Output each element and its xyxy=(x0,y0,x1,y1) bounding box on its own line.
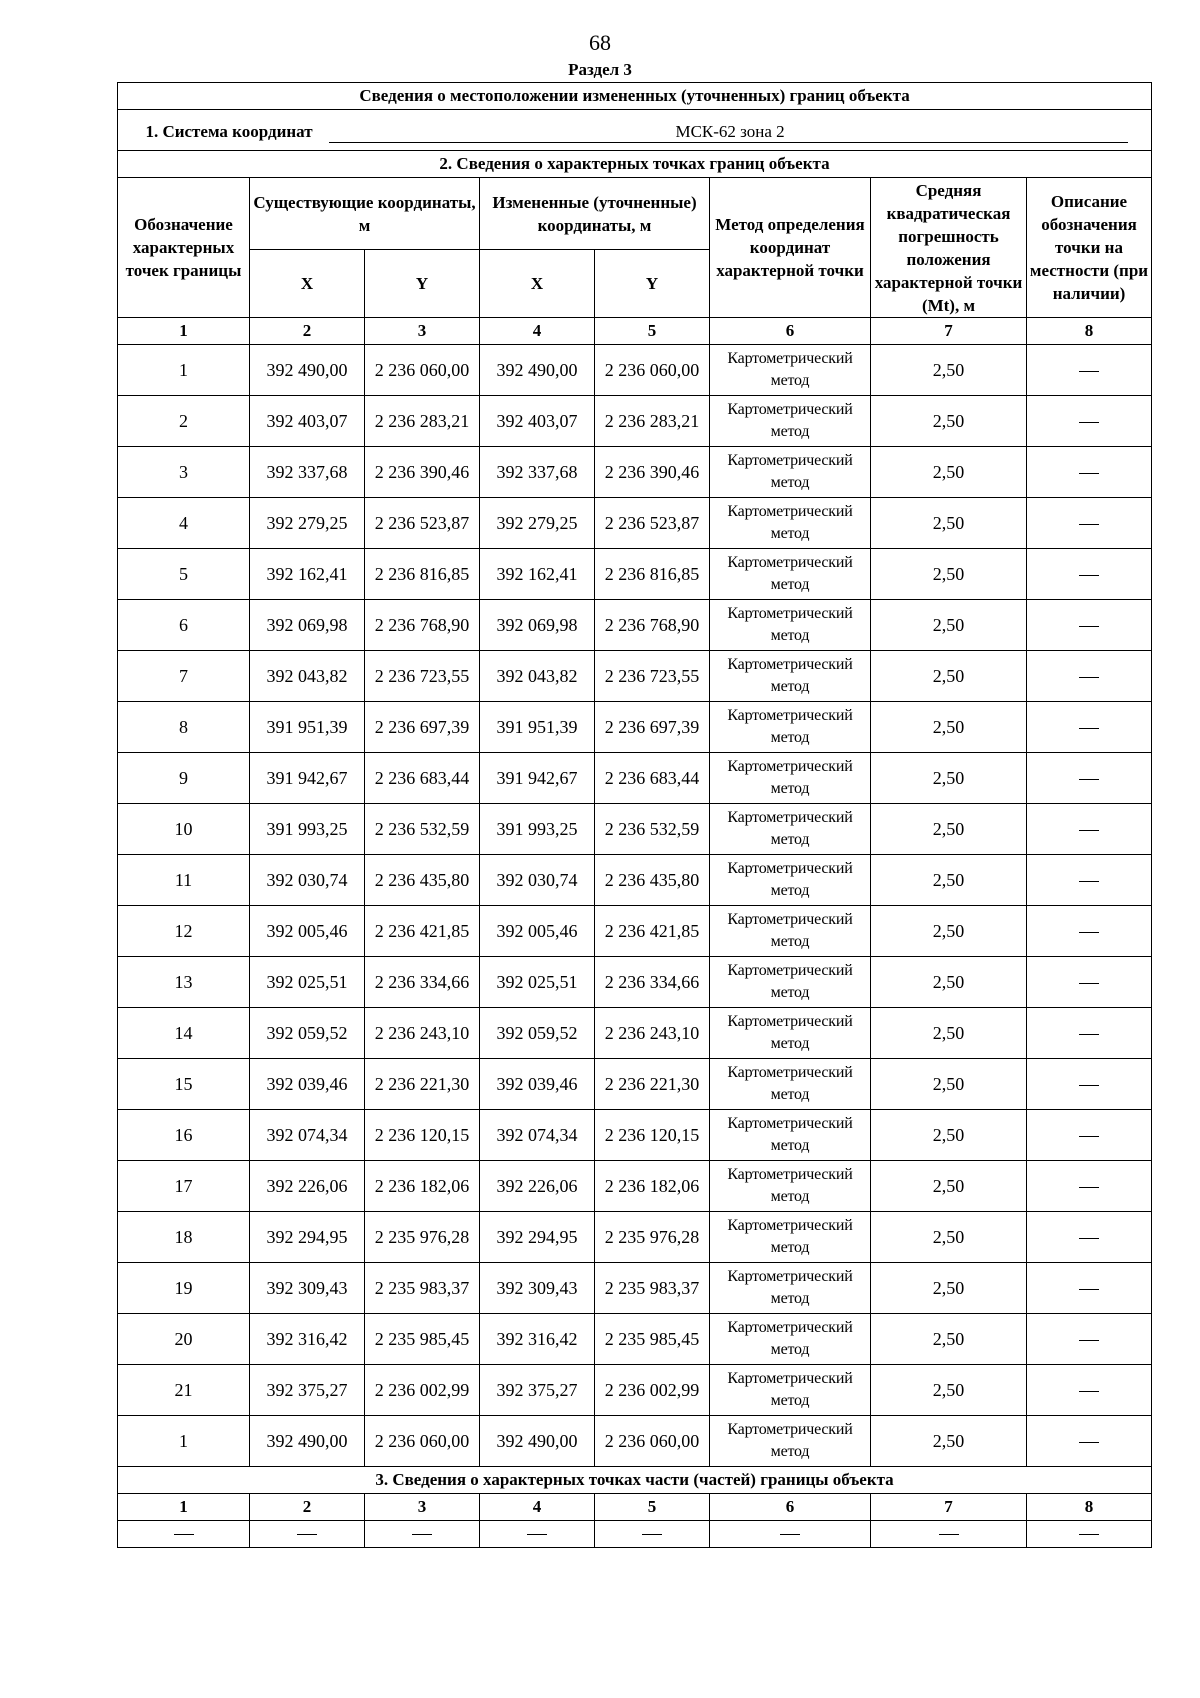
point-description xyxy=(1027,549,1152,600)
existing-y: 2 236 334,66 xyxy=(365,957,480,1008)
changed-x: 391 993,25 xyxy=(480,804,595,855)
existing-x: 391 993,25 xyxy=(250,804,365,855)
point-number: 12 xyxy=(118,906,250,957)
table-row xyxy=(118,1416,1152,1467)
point-number: 4 xyxy=(118,498,250,549)
dash-mark xyxy=(174,1534,194,1535)
dash-mark xyxy=(1079,779,1099,780)
changed-y: 2 236 334,66 xyxy=(595,957,710,1008)
points-section-title: 2. Сведения о характерных точках границ объекта xyxy=(118,151,1152,178)
existing-x: 392 005,46 xyxy=(250,906,365,957)
point-number: 6 xyxy=(118,600,250,651)
table-row xyxy=(118,498,1152,549)
dash-mark xyxy=(527,1534,547,1535)
dash-mark xyxy=(1079,1340,1099,1341)
mean-error: 2,50 xyxy=(871,345,1027,396)
mean-error: 2,50 xyxy=(871,549,1027,600)
changed-y: 2 235 985,45 xyxy=(595,1314,710,1365)
header-changed-coordinates: Измененные (уточненные) координаты, м xyxy=(480,178,710,250)
point-description xyxy=(1027,753,1152,804)
existing-y: 2 236 002,99 xyxy=(365,1365,480,1416)
existing-x: 392 074,34 xyxy=(250,1110,365,1161)
changed-y: 2 236 390,46 xyxy=(595,447,710,498)
mean-error: 2,50 xyxy=(871,447,1027,498)
point-number: 16 xyxy=(118,1110,250,1161)
changed-x: 392 294,95 xyxy=(480,1212,595,1263)
table-row xyxy=(118,600,1152,651)
existing-x: 392 162,41 xyxy=(250,549,365,600)
existing-y: 2 236 683,44 xyxy=(365,753,480,804)
point-number: 9 xyxy=(118,753,250,804)
dash-mark xyxy=(1079,881,1099,882)
parts-empty-cell xyxy=(871,1521,1027,1548)
point-number: 14 xyxy=(118,1008,250,1059)
header-existing-x: X xyxy=(250,250,365,318)
mean-error: 2,50 xyxy=(871,651,1027,702)
page-number: 68 xyxy=(589,30,611,55)
table-row xyxy=(118,1263,1152,1314)
table-row xyxy=(118,549,1152,600)
dash-mark xyxy=(1079,1238,1099,1239)
column-numbers-row xyxy=(118,318,1152,345)
dash-mark xyxy=(642,1534,662,1535)
parts-empty-cell xyxy=(710,1521,871,1548)
table-title: Сведения о местоположении измененных (уточненных) границ объекта xyxy=(118,83,1152,110)
existing-y: 2 236 120,15 xyxy=(365,1110,480,1161)
header-changed-x: X xyxy=(480,250,595,318)
point-description xyxy=(1027,396,1152,447)
point-number: 2 xyxy=(118,396,250,447)
parts-empty-row xyxy=(118,1521,1152,1548)
method: Картометрический метод xyxy=(710,855,871,906)
point-description xyxy=(1027,702,1152,753)
existing-x: 391 951,39 xyxy=(250,702,365,753)
point-description xyxy=(1027,1110,1152,1161)
mean-error: 2,50 xyxy=(871,957,1027,1008)
point-number: 19 xyxy=(118,1263,250,1314)
column-number: 1 xyxy=(118,318,250,345)
column-number: 2 xyxy=(250,318,365,345)
parts-column-numbers-row xyxy=(118,1494,1152,1521)
point-number: 7 xyxy=(118,651,250,702)
method: Картометрический метод xyxy=(710,1008,871,1059)
point-description xyxy=(1027,345,1152,396)
existing-y: 2 236 283,21 xyxy=(365,396,480,447)
method: Картометрический метод xyxy=(710,1365,871,1416)
point-number: 11 xyxy=(118,855,250,906)
existing-x: 392 490,00 xyxy=(250,1416,365,1467)
existing-y: 2 235 985,45 xyxy=(365,1314,480,1365)
dash-mark xyxy=(1079,626,1099,627)
dash-mark xyxy=(939,1534,959,1535)
changed-y: 2 236 768,90 xyxy=(595,600,710,651)
changed-y: 2 236 060,00 xyxy=(595,1416,710,1467)
existing-y: 2 236 060,00 xyxy=(365,345,480,396)
dash-mark xyxy=(1079,932,1099,933)
mean-error: 2,50 xyxy=(871,702,1027,753)
point-number: 5 xyxy=(118,549,250,600)
method: Картометрический метод xyxy=(710,906,871,957)
dash-mark xyxy=(1079,473,1099,474)
existing-y: 2 235 983,37 xyxy=(365,1263,480,1314)
existing-x: 391 942,67 xyxy=(250,753,365,804)
changed-x: 391 942,67 xyxy=(480,753,595,804)
changed-y: 2 236 002,99 xyxy=(595,1365,710,1416)
table-row xyxy=(118,1365,1152,1416)
existing-y: 2 236 182,06 xyxy=(365,1161,480,1212)
point-description xyxy=(1027,1314,1152,1365)
parts-column-number: 6 xyxy=(710,1494,871,1521)
coordinate-system-cell xyxy=(118,110,1152,151)
table-row xyxy=(118,396,1152,447)
changed-y: 2 236 683,44 xyxy=(595,753,710,804)
dash-mark xyxy=(297,1534,317,1535)
existing-x: 392 226,06 xyxy=(250,1161,365,1212)
coordinate-system-value: МСК-62 зона 2 xyxy=(329,122,1128,143)
existing-y: 2 236 723,55 xyxy=(365,651,480,702)
method: Картометрический метод xyxy=(710,1263,871,1314)
existing-x: 392 375,27 xyxy=(250,1365,365,1416)
method: Картометрический метод xyxy=(710,957,871,1008)
changed-x: 392 074,34 xyxy=(480,1110,595,1161)
existing-x: 392 043,82 xyxy=(250,651,365,702)
mean-error: 2,50 xyxy=(871,1161,1027,1212)
method: Картометрический метод xyxy=(710,651,871,702)
parts-empty-cell xyxy=(595,1521,710,1548)
parts-empty-cell xyxy=(480,1521,595,1548)
point-number: 8 xyxy=(118,702,250,753)
header-existing-coordinates: Существующие координаты, м xyxy=(250,178,480,250)
table-row xyxy=(118,753,1152,804)
changed-x: 392 025,51 xyxy=(480,957,595,1008)
changed-x: 392 226,06 xyxy=(480,1161,595,1212)
method: Картометрический метод xyxy=(710,1212,871,1263)
method: Картометрический метод xyxy=(710,1416,871,1467)
method: Картометрический метод xyxy=(710,1161,871,1212)
point-description xyxy=(1027,906,1152,957)
mean-error: 2,50 xyxy=(871,600,1027,651)
changed-y: 2 236 723,55 xyxy=(595,651,710,702)
dash-mark xyxy=(1079,371,1099,372)
changed-x: 392 403,07 xyxy=(480,396,595,447)
point-description xyxy=(1027,1416,1152,1467)
dash-mark xyxy=(1079,524,1099,525)
existing-y: 2 236 697,39 xyxy=(365,702,480,753)
mean-error: 2,50 xyxy=(871,1059,1027,1110)
existing-x: 392 069,98 xyxy=(250,600,365,651)
parts-column-number: 5 xyxy=(595,1494,710,1521)
parts-empty-cell xyxy=(365,1521,480,1548)
table-row xyxy=(118,804,1152,855)
point-number: 1 xyxy=(118,345,250,396)
method: Картометрический метод xyxy=(710,1314,871,1365)
header-error: Средняя квадратическая погрешность положения характерной точки (Mt), м xyxy=(871,178,1027,318)
column-number: 3 xyxy=(365,318,480,345)
point-description xyxy=(1027,1263,1152,1314)
changed-y: 2 236 221,30 xyxy=(595,1059,710,1110)
point-number: 13 xyxy=(118,957,250,1008)
point-number: 20 xyxy=(118,1314,250,1365)
dash-mark xyxy=(1079,1391,1099,1392)
dash-mark xyxy=(1079,1034,1099,1035)
mean-error: 2,50 xyxy=(871,804,1027,855)
dash-mark xyxy=(1079,677,1099,678)
mean-error: 2,50 xyxy=(871,1314,1027,1365)
mean-error: 2,50 xyxy=(871,1110,1027,1161)
changed-y: 2 236 060,00 xyxy=(595,345,710,396)
header-description: Описание обозначения точки на местности (при наличии) xyxy=(1027,178,1152,318)
table-row xyxy=(118,651,1152,702)
changed-y: 2 235 976,28 xyxy=(595,1212,710,1263)
mean-error: 2,50 xyxy=(871,906,1027,957)
point-number: 21 xyxy=(118,1365,250,1416)
mean-error: 2,50 xyxy=(871,855,1027,906)
changed-y: 2 236 182,06 xyxy=(595,1161,710,1212)
parts-column-number: 7 xyxy=(871,1494,1027,1521)
method: Картометрический метод xyxy=(710,498,871,549)
mean-error: 2,50 xyxy=(871,753,1027,804)
table-row xyxy=(118,1110,1152,1161)
method: Картометрический метод xyxy=(710,1110,871,1161)
point-description xyxy=(1027,1059,1152,1110)
dash-mark xyxy=(412,1534,432,1535)
table-row xyxy=(118,1059,1152,1110)
dash-mark xyxy=(1079,1136,1099,1137)
coordinate-system-label: 1. Система координат xyxy=(145,122,313,141)
point-number: 18 xyxy=(118,1212,250,1263)
changed-x: 392 039,46 xyxy=(480,1059,595,1110)
method: Картометрический метод xyxy=(710,753,871,804)
point-description xyxy=(1027,804,1152,855)
existing-y: 2 236 421,85 xyxy=(365,906,480,957)
dash-mark xyxy=(1079,830,1099,831)
table-row xyxy=(118,957,1152,1008)
existing-x: 392 309,43 xyxy=(250,1263,365,1314)
point-description xyxy=(1027,1212,1152,1263)
changed-y: 2 236 283,21 xyxy=(595,396,710,447)
parts-section-title: 3. Сведения о характерных точках части (частей) границы объекта xyxy=(118,1467,1152,1494)
parts-empty-cell xyxy=(1027,1521,1152,1548)
method: Картометрический метод xyxy=(710,447,871,498)
existing-x: 392 403,07 xyxy=(250,396,365,447)
table-row xyxy=(118,906,1152,957)
dash-mark xyxy=(1079,1442,1099,1443)
dash-mark xyxy=(1079,728,1099,729)
column-number: 7 xyxy=(871,318,1027,345)
dash-mark xyxy=(1079,422,1099,423)
mean-error: 2,50 xyxy=(871,1263,1027,1314)
existing-y: 2 235 976,28 xyxy=(365,1212,480,1263)
changed-x: 392 490,00 xyxy=(480,345,595,396)
existing-y: 2 236 435,80 xyxy=(365,855,480,906)
existing-y: 2 236 532,59 xyxy=(365,804,480,855)
existing-x: 392 337,68 xyxy=(250,447,365,498)
point-number: 17 xyxy=(118,1161,250,1212)
changed-y: 2 236 697,39 xyxy=(595,702,710,753)
existing-y: 2 236 060,00 xyxy=(365,1416,480,1467)
mean-error: 2,50 xyxy=(871,1416,1027,1467)
existing-y: 2 236 390,46 xyxy=(365,447,480,498)
mean-error: 2,50 xyxy=(871,1212,1027,1263)
existing-y: 2 236 243,10 xyxy=(365,1008,480,1059)
table-row xyxy=(118,447,1152,498)
point-number: 1 xyxy=(118,1416,250,1467)
changed-y: 2 236 421,85 xyxy=(595,906,710,957)
changed-y: 2 236 816,85 xyxy=(595,549,710,600)
point-description xyxy=(1027,1365,1152,1416)
header-changed-y: Y xyxy=(595,250,710,318)
changed-y: 2 235 983,37 xyxy=(595,1263,710,1314)
changed-x: 392 490,00 xyxy=(480,1416,595,1467)
existing-y: 2 236 221,30 xyxy=(365,1059,480,1110)
method: Картометрический метод xyxy=(710,396,871,447)
method: Картометрический метод xyxy=(710,549,871,600)
header-existing-y: Y xyxy=(365,250,480,318)
dash-mark xyxy=(1079,1085,1099,1086)
parts-empty-cell xyxy=(118,1521,250,1548)
changed-x: 392 162,41 xyxy=(480,549,595,600)
table-row xyxy=(118,702,1152,753)
existing-x: 392 030,74 xyxy=(250,855,365,906)
dash-mark xyxy=(1079,575,1099,576)
existing-x: 392 025,51 xyxy=(250,957,365,1008)
dash-mark xyxy=(1079,983,1099,984)
existing-x: 392 294,95 xyxy=(250,1212,365,1263)
point-description xyxy=(1027,498,1152,549)
parts-column-number: 3 xyxy=(365,1494,480,1521)
point-description xyxy=(1027,651,1152,702)
changed-x: 392 309,43 xyxy=(480,1263,595,1314)
column-number: 6 xyxy=(710,318,871,345)
boundary-table xyxy=(117,82,1152,1548)
changed-x: 392 375,27 xyxy=(480,1365,595,1416)
changed-y: 2 236 523,87 xyxy=(595,498,710,549)
point-description xyxy=(1027,1008,1152,1059)
point-description xyxy=(1027,447,1152,498)
column-number: 5 xyxy=(595,318,710,345)
table-row xyxy=(118,1314,1152,1365)
table-row xyxy=(118,855,1152,906)
point-number: 3 xyxy=(118,447,250,498)
changed-y: 2 236 243,10 xyxy=(595,1008,710,1059)
changed-x: 391 951,39 xyxy=(480,702,595,753)
point-number: 10 xyxy=(118,804,250,855)
parts-column-number: 4 xyxy=(480,1494,595,1521)
existing-y: 2 236 768,90 xyxy=(365,600,480,651)
dash-mark xyxy=(1079,1534,1099,1535)
changed-x: 392 316,42 xyxy=(480,1314,595,1365)
table-row xyxy=(118,1161,1152,1212)
existing-y: 2 236 523,87 xyxy=(365,498,480,549)
header-designation: Обозначение характерных точек границы xyxy=(118,178,250,318)
existing-x: 392 039,46 xyxy=(250,1059,365,1110)
section-title: Раздел 3 xyxy=(568,60,632,79)
existing-y: 2 236 816,85 xyxy=(365,549,480,600)
changed-x: 392 337,68 xyxy=(480,447,595,498)
changed-y: 2 236 532,59 xyxy=(595,804,710,855)
column-number: 8 xyxy=(1027,318,1152,345)
existing-x: 392 316,42 xyxy=(250,1314,365,1365)
changed-x: 392 059,52 xyxy=(480,1008,595,1059)
method: Картометрический метод xyxy=(710,600,871,651)
point-description xyxy=(1027,957,1152,1008)
mean-error: 2,50 xyxy=(871,1365,1027,1416)
mean-error: 2,50 xyxy=(871,498,1027,549)
parts-empty-cell xyxy=(250,1521,365,1548)
existing-x: 392 059,52 xyxy=(250,1008,365,1059)
table-row xyxy=(118,345,1152,396)
dash-mark xyxy=(1079,1289,1099,1290)
method: Картометрический метод xyxy=(710,702,871,753)
point-description xyxy=(1027,1161,1152,1212)
changed-y: 2 236 435,80 xyxy=(595,855,710,906)
mean-error: 2,50 xyxy=(871,1008,1027,1059)
point-description xyxy=(1027,600,1152,651)
changed-x: 392 069,98 xyxy=(480,600,595,651)
dash-mark xyxy=(780,1534,800,1535)
changed-x: 392 043,82 xyxy=(480,651,595,702)
column-number: 4 xyxy=(480,318,595,345)
changed-x: 392 005,46 xyxy=(480,906,595,957)
existing-x: 392 490,00 xyxy=(250,345,365,396)
changed-x: 392 279,25 xyxy=(480,498,595,549)
header-method: Метод определения координат характерной точки xyxy=(710,178,871,318)
changed-x: 392 030,74 xyxy=(480,855,595,906)
mean-error: 2,50 xyxy=(871,396,1027,447)
parts-column-number: 8 xyxy=(1027,1494,1152,1521)
existing-x: 392 279,25 xyxy=(250,498,365,549)
parts-column-number: 1 xyxy=(118,1494,250,1521)
parts-column-number: 2 xyxy=(250,1494,365,1521)
method: Картометрический метод xyxy=(710,804,871,855)
method: Картометрический метод xyxy=(710,1059,871,1110)
table-row xyxy=(118,1212,1152,1263)
dash-mark xyxy=(1079,1187,1099,1188)
table-row xyxy=(118,1008,1152,1059)
point-description xyxy=(1027,855,1152,906)
method: Картометрический метод xyxy=(710,345,871,396)
changed-y: 2 236 120,15 xyxy=(595,1110,710,1161)
point-number: 15 xyxy=(118,1059,250,1110)
